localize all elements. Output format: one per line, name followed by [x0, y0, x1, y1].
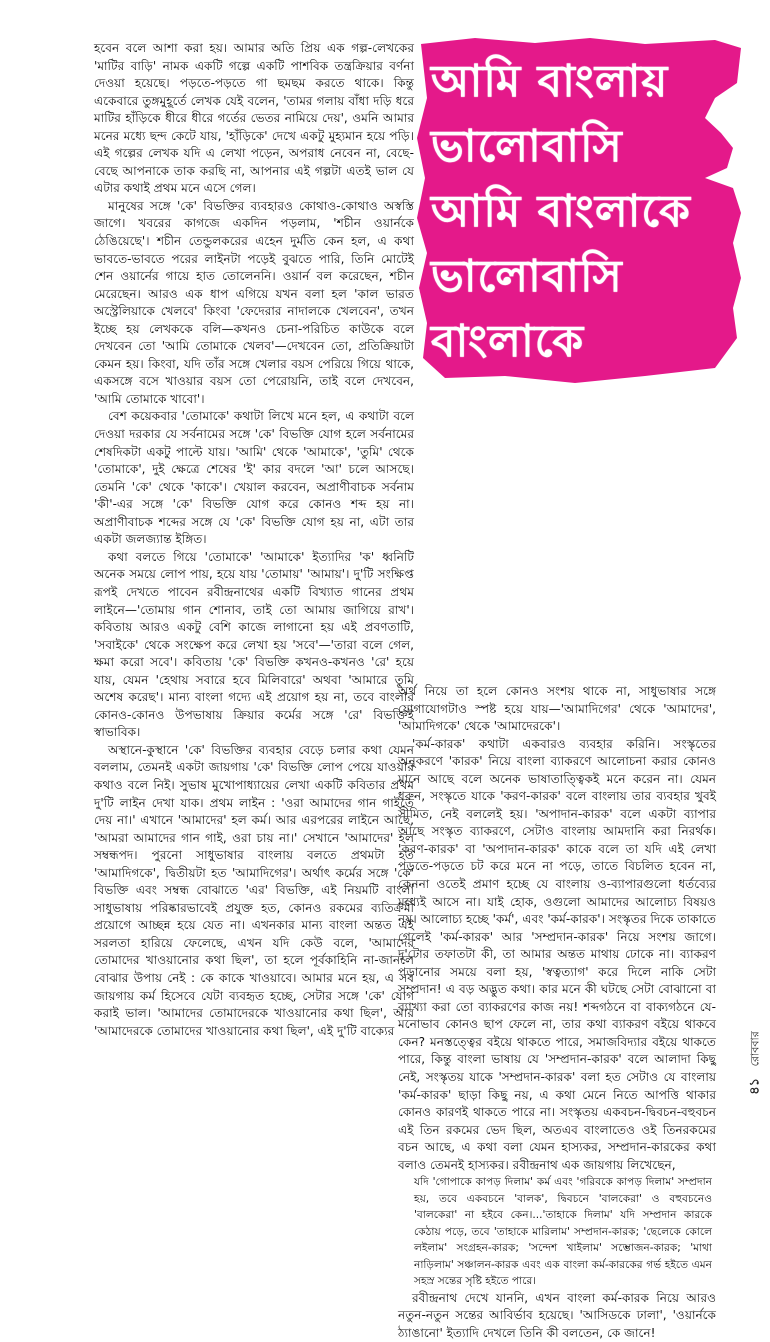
- poster-line-3: আমি বাংলাকে: [431, 186, 691, 237]
- block-quote: যদি 'গোপাকে কাপড় দিলাম' কর্ম এবং 'গরিবকে কাপড় দিলাম' সম্প্রদান হয়, তবে একবচনে 'বালক', দ্বিবচনে 'বালকেরা' ও বহুবচনেও 'বালকেরা' না হইবে কেন।...'তাহাকে দিলাম' যদি সম্প্রদান কারকে কেঠায় পড়ে, তবে 'তাহাকে মারিলাম' সম্প্রদান-কারক; 'ছেলেকে কোলে লইলাম' সংগ্রহন-কারক; 'সন্দেশ খাইলাম' সম্ভোজন-কারক; 'মাথা নাড়িলাম' সঞ্চালন-কারক এবং এক বাংলা কর্ম-কারকের গর্ভ হইতে এমন সহস্র সন্তের সৃষ্টি হইতে পারে।: [414, 1176, 712, 1288]
- left-column: [94, 40, 414, 1115]
- paragraph: হবেন বলে আশা করা হয়। আমার অতি প্রিয় এক গল্প-লেখকের 'মাটির বাড়ি' নামক একটি গল্পে একটি পাশবিক তন্ত্রক্রিয়ার বর্ণনা দেওয়া হয়েছে। পড়তে-পড়তে গা ছমছম করতে থাকে। কিন্তু একেবারে তুঙ্গমুহূর্তে লেখক যেই বলেন, 'তামর গলায় বাঁধা দড়ি ধরে মাটির হাঁড়িকে ধীরে ধীরে গর্তের ভেতর নামিয়ে দেয়', ওমনি আমার মনের মধ্যে ছন্দ কেটে যায়, 'হাঁড়িকে' দেখে একটু মুহ্যমান হয়ে পড়ি। এই গল্পের লেখক যদি এ লেখা পড়েন, অপরাধ নেবেন না, বেছে-বেছে আপনাকে তাক করছি না, আপনার এই গল্পটা এতই ভাল যে এটার কথাই প্রথম মনে এসে গেল।: [94, 41, 414, 196]
- page-number: ৪১: [747, 1077, 763, 1095]
- page-footer: [746, 1015, 766, 1110]
- paragraph: 'কর্ম-কারক' কথাটা একবারও ব্যবহার করিনি। সংস্কৃতের অনুকরণে 'কারক' নিয়ে বাংলা ব্যাকরণে আলোচনা করার কোনও মানে আছে বলে অনেক ভাষাতাত্ত্বিকই মনে করেন না। যেমন ধরুন, সংস্কৃতে যাকে 'করণ-কারক' বলে বাংলায় তার ব্যবহার খুবই সীমিত, নেই বললেই হয়। 'অপাদান-কারক' বলে একটা ব্যাপার আছে সংস্কৃত ব্যাকরণে, সেটাও বাংলায় আমদানি করা নিরর্থক। 'করণ-কারক' বা 'অপাদান-কারক' কাকে বলে তা যদি এই লেখা পড়তে-পড়তে চট করে মনে না পড়ে, তাতে বিচলিত হবেন না, কেননা ওতেই প্রমাণ হচ্ছে যে বাংলায় ও-ব্যাপারগুলো ধর্তব্যের মধ্যেই আসে না। যাই হোক, ওগুলো আমাদের আলোচ্য বিষয়ও নয়। আলোচ্য হচ্ছে 'কর্ম', এবং 'কর্ম-কারক'। সংস্কৃতর দিকে তাকাতে গেলেই 'কর্ম-কারক' আর 'সম্প্রদান-কারক' নিয়ে সংশয় জাগে। দু'টোর তফাতটা কী, তা আমার অন্তত মাথায় ঢোকে না। ব্যাকরণ পড়ানোর সময়ে বলা হয়, 'স্বত্বত্যাগ' করে দিলে নাকি সেটা সম্প্রদান! এ বড় অদ্ভুত কথা। কার মনে কী ঘটছে সেটা বোঝানো বা ব্যাখ্যা করা তো ব্যাকরণের কাজ নয়! শব্দগঠনে বা বাক্যগঠনে যে-মনোভাব কোনও ছাপ ফেলে না, তার কথা ব্যাকরণ বইয়ে থাকবে কেন? মনস্তত্ত্বের বইয়ে থাকতে পারে, সমাজবিদ্যার বইয়ে থাকতে পারে, কিন্তু বাংলা ভাষায় যে 'সম্প্রদান-কারক' বলে আলাদা কিছু নেই, সংস্কৃতয় যাকে 'সম্প্রদান-কারক' বলা হত সেটাও যে বাংলায় 'কর্ম-কারক' ছাড়া কিছু নয়, এ কথা মেনে নিতে আপত্তি থাকার কোনও কারণই থাকতে পারে না। সংস্কৃতয় একবচন-দ্বিবচন-বহুবচন এই তিন রকমের ভেদ ছিল, অতএব বাংলাতেও ওই তিনরকমের বচন আছে, এ কথা বলা যেমন হাস্যকর, সম্প্রদান-কারকের কথা বলাও তেমনই হাস্যকর। রবীন্দ্রনাথ এক জায়গায় লিখেছেন,: [398, 736, 716, 1172]
- paragraph: অর্থ নিয়ে তা হলে কোনও সংশয় থাকে না, সাধুভাষার সঙ্গে যোগাযোগটাও স্পষ্ট হয়ে যায়—'আমাদিগের' থেকে 'আমাদের', 'আমাদিগকে' থেকে 'আমাদেরকে'।: [398, 684, 716, 734]
- paragraph: মানুষের সঙ্গে 'কে' বিভক্তির ব্যবহারও কোথাও-কোথাও অস্বস্তি জাগে। খবরের কাগজে একদিন পড়লাম, 'শচীন ওয়ার্নকে ঠেঙিয়েছে'। শচীন তেন্ডুলকরের এহেন দুর্মতি কেন হল, এ কথা ভাবতে-ভাবতে পরের লাইনটা পড়েই বুঝতে পারি, তিনি মোটেই শেন ওয়ার্নের গায়ে হাত তোলেননি। ওয়ার্ন বল করেছেন, শচীন মেরেছেন। আরও এক ধাপ এগিয়ে যখন বলা হল 'কাল ভারত অস্ট্রেলিয়াকে খেলবে' কিংবা 'ফেদেরার নাদালকে খেলবেন', তখন ইচ্ছে হয় লেখককে বলি—কখনও চেনা-পরিচিত কাউকে বলে দেখবেন তো 'আমি তোমাকে খেলব'—দেখবেন তো, প্রতিক্রিয়াটা কেমন হয়। কিংবা, যদি তাঁর সঙ্গে খেলার বয়স পেরিয়ে গিয়ে থাকে, একসঙ্গে বসে খাওয়ার বয়স তো পেরোয়নি, তাই বলে দেখবেন, 'আমি তোমাকে খাবো'।: [94, 198, 414, 406]
- poster-line-2: ভালোবাসি: [431, 121, 623, 172]
- poster-graphic: [415, 38, 745, 383]
- paragraph: রবীন্দ্রনাথ দেখে যাননি, এখন বাংলা কর্ম-কারক নিয়ে আরও নতুন-নতুন সন্তের আবির্ভাব হয়েছে। 'আসিডকে ঢালা', 'ওয়ার্নকে ঠ্যাঙানো' ইত্যাদি দেখলে তিনি কী বলতেন, কে জানে!: [398, 1290, 716, 1340]
- paragraph: বেশ কয়েকবার 'তোমাকে' কথাটা লিখে মনে হল, এ কথাটা বলে দেওয়া দরকার যে সর্বনামের সঙ্গে 'কে' বিভক্তি যোগ হলে সর্বনামের শেষদিকটা একটু পাল্টে যায়। 'আমি' থেকে 'আমাকে', 'তুমি' থেকে 'তোমাকে', দুই ক্ষেত্রে শেষের 'ই' কার বদলে 'আ' চলে আসছে। তেমনি 'কে' থেকে 'কাকে'। খেয়াল করবেন, অপ্রাণীবাচক সর্বনাম 'কী'-এর সঙ্গে 'কে' বিভক্তি যোগ করে কোনও শব্দ হয় না। অপ্রাণীবাচক শব্দের সঙ্গে যে 'কে' বিভক্তি যোগ হয় না, এটা তার একটা জলজ্যান্ত ইঙ্গিত।: [94, 409, 414, 547]
- right-column: [398, 683, 716, 1340]
- paragraph: অস্থানে-কুস্থানে 'কে' বিভক্তির ব্যবহার বেড়ে চলার কথা যেমন বললাম, তেমনই একটা জায়গায় 'কে' বিভক্তি লোপ পেয়ে যাওয়ার কথাও বলে নিই। সুভাষ মুখোপাধ্যায়ের লেখা একটি কবিতার প্রথম দু'টি লাইন দেখা যাক। প্রথম লাইন : 'ওরা আমাদের গান গাইতে দেয় না।' এখানে 'আমাদের' হল কর্ম। আর এরপরের লাইনে আছে, 'আমরা আমাদের গান গাই, ওরা চায় না।' সেখানে 'আমাদের' হল সম্বন্ধপদ। পুরনো সাধুভাষার বাংলায় বলতে প্রথমটা হত 'আমাদিগকে', দ্বিতীয়টা হত 'আমাদিগের'। অর্থাৎ কর্মের সঙ্গে 'কে' বিভক্তি এবং সম্বন্ধ বোঝাতে 'এর' বিভক্তি, এই নিয়মটি বাংলা সাধুভাষায় পরিষ্কারভাবেই প্রযুক্ত হত, কোনও রকমের ব্যতিক্রমী প্রয়োগে আচ্ছন্ন হয়ে যেত না। এখনকার মান্য বাংলা অন্তত এই সরলতা হারিয়ে ফেলেছে, এখন যদি কেউ বলে, 'আমাদের তোমাদের খাওয়ানোর কথা ছিল', তা হলে পূর্বকাহিনি না-জানলে বোঝার উপায় নেই : কে কাকে খাওয়াবে। আমার মনে হয়, এ সব জায়গায় কর্ম হিসেবে যেটা ব্যবহৃত হচ্ছে, সেটার সঙ্গে 'কে' যোগ করাই ভাল। 'আমাদের তোমাদেরকে খাওয়ানোর কথা ছিল', আর 'আমাদেরকে তোমাদের খাওয়ানোর কথা ছিল', এই দু'টি বাক্যের: [94, 742, 414, 1038]
- poster-line-1: আমি বাংলায়: [431, 56, 669, 107]
- poster-line-5: বাংলাকে: [431, 316, 585, 367]
- magazine-name: রোববার: [748, 1030, 762, 1066]
- poster-line-4: ভালোবাসি: [431, 251, 623, 302]
- paragraph: কথা বলতে গিয়ে 'তোমাকে' 'আমাকে' ইত্যাদির 'ক' ধ্বনিটি অনেক সময়ে লোপ পায়, হয়ে যায় 'তোমায়' 'আমায়'। দু'টি সংক্ষিপ্ত রূপই দেখতে পাবেন রবীন্দ্রনাথের একটি বিখ্যাত গানের প্রথম লাইনে—'তোমায় গান শোনাব, তাই তো আমায় জাগিয়ে রাখ'। কবিতায় আরও একটু বেশি কাজে লাগানো হয় এই প্রবণতাটি, 'সবাইকে' থেকে সংক্ষেপ করে লেখা হয় 'সবে'—'তারা বলে গেল, ক্ষমা করো সবে'। কবিতায় 'কে' বিভক্তি কখনও-কখনও 'রে' হয়ে যায়, যেমন 'হেথায় সবারে হবে মিলিবারে' অথবা 'আমারে তুমি অশেষ করেছ'। মান্য বাংলা গদ্যে এই প্রয়োগ হয় না, তবে বাংলার কোনও-কোনও উপভাষায় ক্রিয়ার কর্মের সঙ্গে 'রে' বিভক্তিই স্বাভাবিক।: [94, 549, 414, 740]
